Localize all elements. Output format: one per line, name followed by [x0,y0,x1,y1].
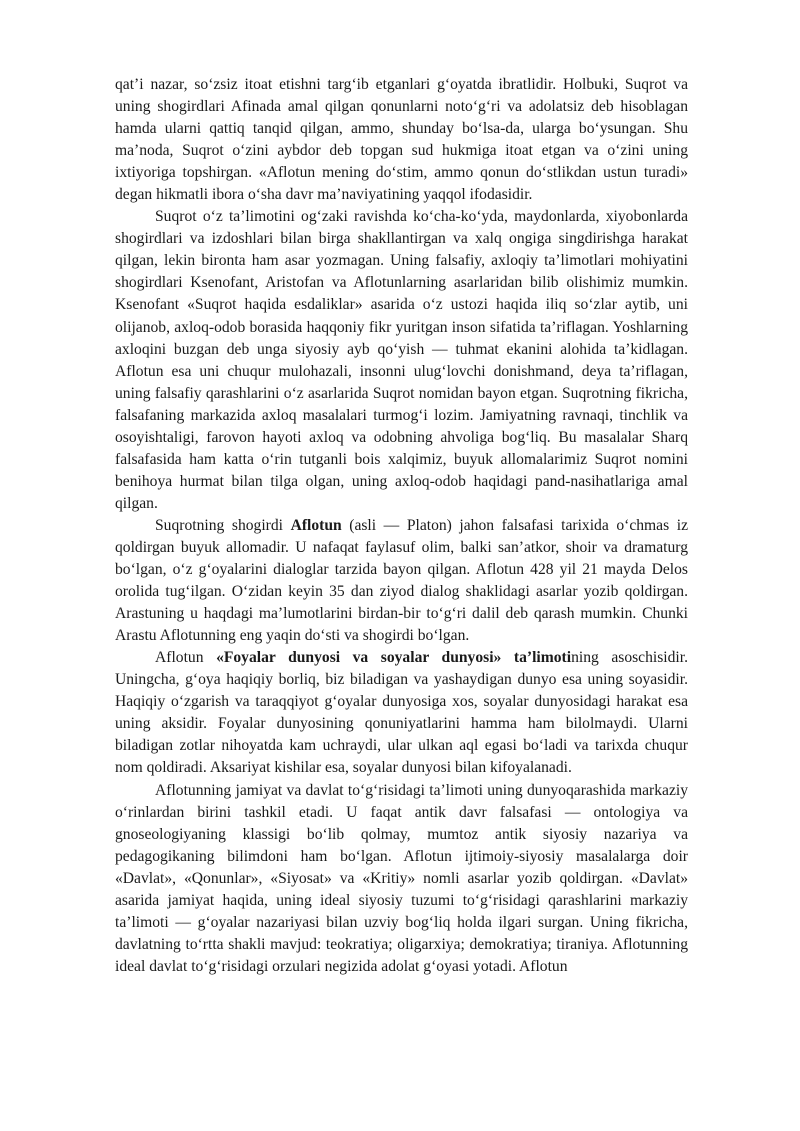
aflotun-intro-lead: Suqrotning shogirdi [155,516,291,534]
ideas-world-body: ning asoschisidir. Uningcha, g‘oya haqiqiy borliq, biz biladigan va yashaydigan dunyo esa uning soyasidir. Haqiqiy o‘zgarish va taraqqiyot g‘oyalar dunyosiga xos, soyalar dunyosidagi harakat esa uning aksidir. Foyalar dunyosining qonuniyatlarini hamma ham bilolmaydi. Ularni biladigan zotlar nihoyatda kam uchraydi, ular ulkan aql egasi bo‘ladi va tarixda chuqur nom qoldiradi. Aksariyat kishilar esa, soyalar dunyosi bilan kifoyalanadi. [115,649,688,777]
paragraph-socrates-obedience: qat’i nazar, so‘zsiz itoat etishni targ‘ib etganlari g‘oyatda ibratlidir. Holbuki, Suqrot va uning shogirdlari Afinada amal qilgan qonunlarni noto‘g‘ri va adolatsiz deb hisoblagan hamda ularni qattiq tanqid qilgan, ammo, shunday bo‘lsa-da, ularga bo‘ysungan. Shu ma’noda, Suqrot o‘zini aybdor deb topgan sud hukmiga itoat etgan va o‘zini uning ixtiyoriga topshirgan. «Aflotun mening do‘stim, ammo qonun do‘stlikdan ustun turadi» degan hikmatli ibora o‘sha davr ma’naviyatining yaqqol ifodasidir. [115,76,688,204]
aflotun-intro-body: (asli — Platon) jahon falsafasi tarixida o‘chmas iz qoldirgan buyuk allomadir. U nafaqat faylasuf olim, balki san’atkor, shoir va dramaturg bo‘lgan, o‘z g‘oyalarini dialoglar tarzida bayon qilgan. Aflotun 428 yil 21 mayda Delos orolida tug‘ilgan. O‘zidan keyin 35 dan ziyod dialog shaklidagi asarlar yozib qoldirgan. Arastuning u haqdagi ma’lumotlarini birdan-bir to‘g‘ri dalil deb qarash mumkin. Chunki Arastu Aflotunning eng yaqin do‘sti va shogirdi bo‘lgan. [115,516,688,645]
paragraph-ideas-world [115,647,688,779]
paragraph-aflotun-intro [115,515,688,647]
aflotun-name-bold: Aflotun [290,516,342,534]
ideas-world-lead: Aflotun [155,649,217,667]
paragraph-state-doctrine: Aflotunning jamiyat va davlat to‘g‘risidagi ta’limoti uning dunyoqarashida markaziy o‘rinlardan birini tashkil etadi. U faqat antik davr falsafasi — ontologiya va gnoseologiyaning klassigi bo‘lib qolmay, mumtoz antik siyosiy nazariya va pedagogikaning bilimdoni ham bo‘lgan. Aflotun ijtimoiy-siyosiy masalalarga doir «Davlat», «Qonunlar», «Siyosat» va «Kritiy» nomli asarlar yozib qoldirgan. «Davlat» asarida jamiyat haqida, uning ideal siyosiy tuzumi to‘g‘risidagi qarashlarini markaziy ta’limoti — g‘oyalar nazariyasi bilan uzviy bog‘liq holda ilgari surgan. Uning fikricha, davlatning to‘rtta shakli mavjud: teokratiya; oligarxiya; demokratiya; tiraniya. Aflotunning ideal davlat to‘g‘risidagi orzulari negizida adolat g‘oyasi yotadi. Aflotun [115,781,688,975]
document-page [115,74,688,978]
paragraph-socrates-teaching: Suqrot o‘z ta’limotini og‘zaki ravishda ko‘cha-ko‘yda, maydonlarda, xiyobonlarda shogirdlari va izdoshlari bilan birga shakllantirgan va xalq ongiga singdirishga harakat qilgan, lekin bironta ham asar yozmagan. Uning falsafiy, axloqiy ta’limotlari mohiyatini shogirdlari Ksenofant, Aristofan va Aflotunlarning asarlaridan bilib olishimiz mumkin. Ksenofant «Suqrot haqida esdaliklar» asarida o‘z ustozi haqida iliq so‘zlar aytib, uni olijanob, axloq-odob borasida haqqoniy fikr yuritgan inson sifatida ta’riflagan. Yoshlarning axloqini buzgan deb unga siyosiy ayb qo‘yish — tuhmat ekanini alohida ta’kidlagan. Aflotun esa uni chuqur mulohazali, insonni ulug‘lovchi donishmand, deya ta’riflagan, uning falsafiy qarashlarini o‘z asarlarida Suqrot nomidan bayon etgan. Suqrotning fikricha, falsafaning markazida axloq masalalari turmog‘i lozim. Jamiyatning ravnaqi, tinchlik va osoyishtaligi, farovon hayoti axloq va odobning ahvoliga bog‘liq. Bu masalalar Sharq falsafasida ham katta o‘rin tutganli bois xalqimiz, buyuk allomalarimiz Suqrot nomini benihoya hurmat bilan tilga olgan, uning axloq-odob haqidagi pand-nasihatlariga amal qilgan. [115,208,688,512]
ideas-world-term-bold: «Foyalar dunyosi va soyalar dunyosi» ta’limoti [216,649,572,667]
